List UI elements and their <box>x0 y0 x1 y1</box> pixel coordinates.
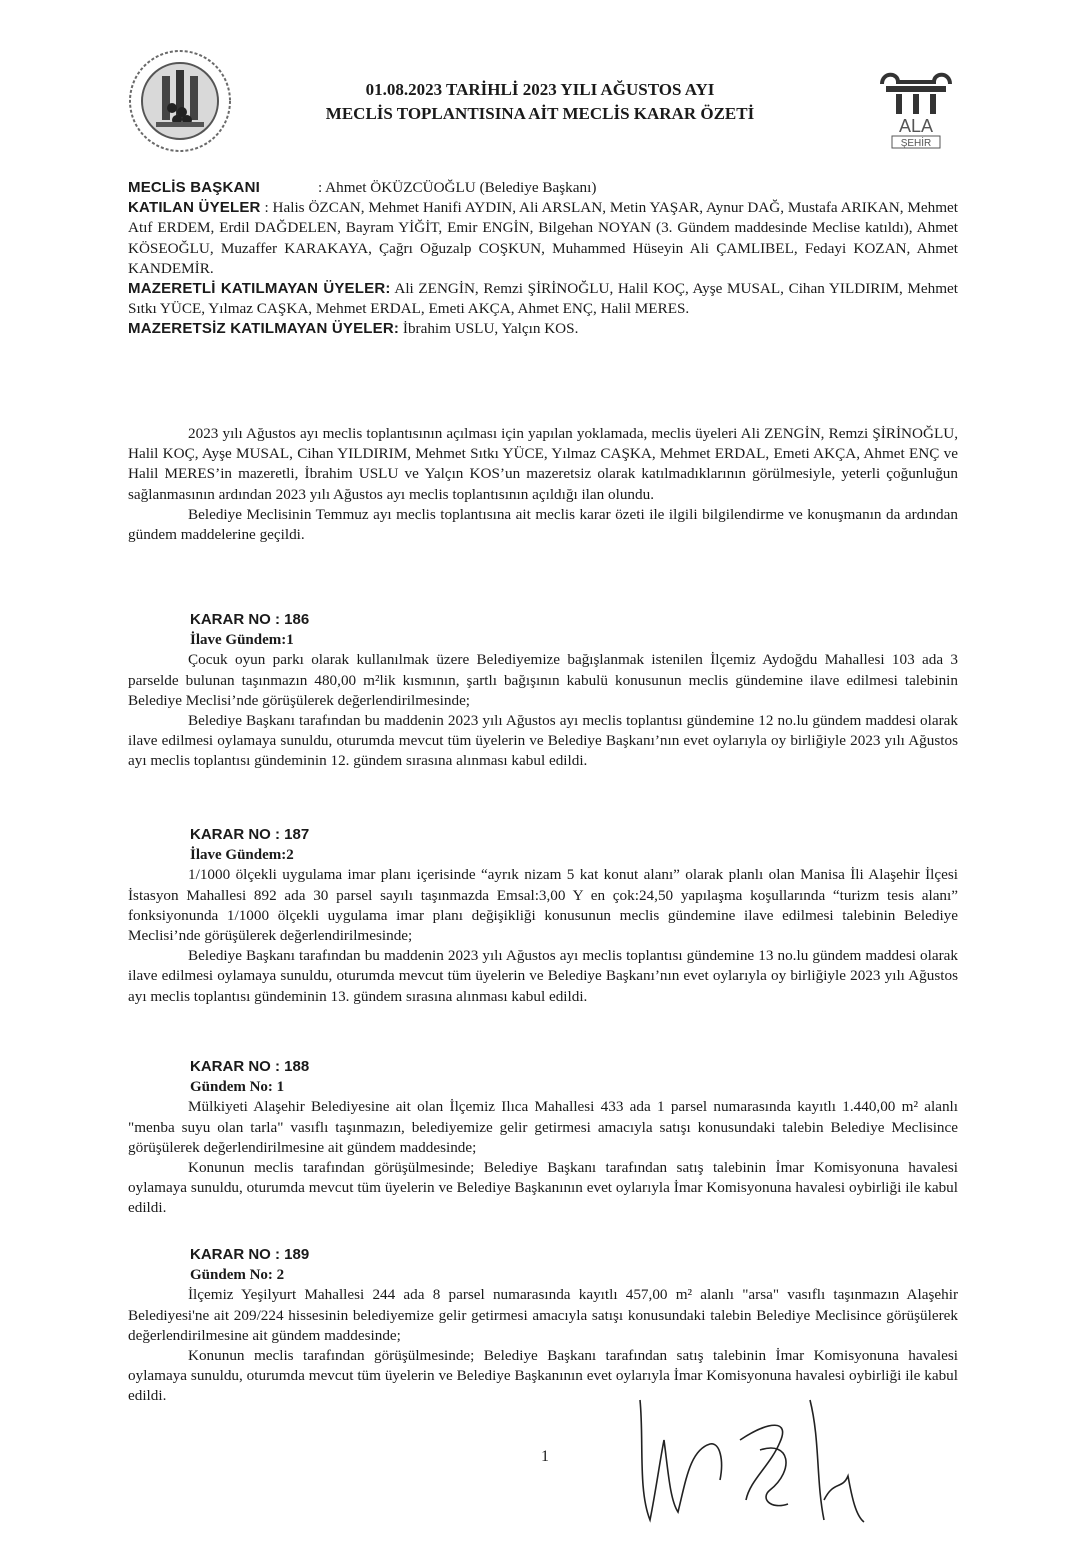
agenda-item: Gündem No: 2 <box>190 1267 285 1284</box>
handwritten-signature-icon <box>620 1380 880 1530</box>
decision-number: KARAR NO : 186 <box>190 611 310 628</box>
excused-line <box>128 279 958 319</box>
decision-block <box>128 825 958 1007</box>
decision-paragraph-2: Konunun meclis tarafından görüşülmesinde; Belediye Başkanı tarafından satış talebinin İmar Komisyonuna havalesi oylamaya sunuldu, oturumda mevcut tüm üyelerin ve Belediye Başkanının evet oylarıyla İmar Komisyonuna havalesi oybirliği ile kabul edildi. <box>128 1347 958 1405</box>
decision-number: KARAR NO : 189 <box>190 1246 310 1263</box>
decision-paragraph-2: Belediye Başkanı tarafından bu maddenin 2023 yılı Ağustos ayı meclis toplantısı gündemine 13 no.lu gündem maddesi olarak ilave edilmesi oylamaya sunuldu, oturumda mevcut tüm üyelerin ve Belediye Başkanı’nın evet oylarıyla oy birliğiyle 2023 yılı Ağustos ayı meclis toplantısı gündeminin 13. gündem sırasına alınması kabul edildi. <box>128 947 958 1005</box>
municipality-seal-icon <box>126 46 234 156</box>
agenda-item: İlave Gündem:1 <box>190 632 294 649</box>
intro-paragraph-2: Belediye Meclisinin Temmuz ayı meclis toplantısına ait meclis karar özeti ile ilgili bilgilendirme ve konuşmanın da ardından gündem maddelerine geçildi. <box>128 505 958 544</box>
decision-number: KARAR NO : 187 <box>190 826 310 843</box>
excused-label: MAZERETLİ KATILMAYAN ÜYELER: <box>128 280 391 298</box>
title-line-2: MECLİS TOPLANTISINA AİT MECLİS KARAR ÖZETİ <box>325 104 755 123</box>
alasehir-column-logo-icon <box>876 68 956 152</box>
president-value: : Ahmet ÖKÜZCÜOĞLU (Belediye Başkanı) <box>318 179 597 196</box>
intro-paragraph-1: 2023 yılı Ağustos ayı meclis toplantısının açılması için yapılan yoklamada, meclis üyeleri Ali ZENGİN, Remzi ŞİRİNOĞLU, Halil KOÇ, Ayşe MUSAL, Cihan YILDIRIM, Mehmet Sıtkı YÜCE, Yılmaz CAŞKA, Mehmet ERDAL, Emeti AKÇA, Ahmet ENÇ ve Halil MERES’in mazeretli, İbrahim USLU ve Yalçın KOS’un mazeretsiz olarak katılmadıklarının görülmesiyle, yeterli çoğunluğun sağlanmasının ardından 2023 yılı Ağustos ayı meclis toplantısının açıldığı ilan olundu. <box>128 425 958 503</box>
decision-paragraph-2: Belediye Başkanı tarafından bu maddenin 2023 yılı Ağustos ayı meclis toplantısı gündemine 12 no.lu gündem maddesi olarak ilave edilmesi oylamaya sunuldu, oturumda mevcut tüm üyelerin ve Belediye Başkanı’nın evet oylarıyla oy birliğiyle 2023 yılı Ağustos ayı meclis toplantısı gündeminin 12. gündem sırasına alınması kabul edildi. <box>128 712 958 770</box>
logo-text-ala: ALA <box>898 116 934 136</box>
unexcused-value: İbrahim USLU, Yalçın KOS. <box>402 320 579 338</box>
decision-paragraph-2: Konunun meclis tarafından görüşülmesinde; Belediye Başkanı tarafından satış talebinin İmar Komisyonuna havalesi oylamaya sunuldu, oturumda mevcut tüm üyelerin ve Belediye Başkanının evet oylarıyla İmar Komisyonuna havalesi oybirliği ile kabul edildi. <box>128 1159 958 1217</box>
unexcused-label: MAZERETSİZ KATILMAYAN ÜYELER: <box>128 320 400 338</box>
decision-block <box>128 610 958 772</box>
decision-paragraph-1: Çocuk oyun parkı olarak kullanılmak üzere Belediyemize bağışlanmak istenilen İlçemiz Aydoğdu Mahallesi 103 ada 3 parselde bulunan taşınmazın 480,00 m²lik kısmının, şartlı bağışının kabulü konusunun meclis gündemine ilave edilmesi talebinin Belediye Meclisi’nde görüşülerek değerlendirilmesinde; <box>128 651 958 709</box>
decision-block <box>128 1057 958 1219</box>
agenda-item: Gündem No: 1 <box>190 1079 285 1096</box>
attending-value: : Halis ÖZCAN, Mehmet Hanifi AYDIN, Ali ARSLAN, Metin YAŞAR, Aynur DAĞ, Mustafa ARIKAN, Mehmet Atıf ERDEM, Erdil DAĞDELEN, Bayram YİĞİT, Emir ENGİN, Bilgehan NOYAN (3. Gündem maddesinde Meclise katıldı), Ahmet KÖSEOĞLU, Muzaffer KARAKAYA, Çağrı Oğuzalp COŞKUN, Muhammed Hüseyin Ali ÇAMLIBEL, Fedayi KOZAN, Ahmet KANDEMİR. <box>128 199 958 277</box>
president-label: MECLİS BAŞKANI <box>128 179 260 196</box>
agenda-item: İlave Gündem:2 <box>190 847 294 864</box>
intro-section <box>128 424 958 545</box>
attending-label: KATILAN ÜYELER <box>128 199 261 217</box>
president-line <box>128 178 958 198</box>
members-section <box>128 178 958 340</box>
logo-text-sehir: ŞEHİR <box>900 138 932 149</box>
decision-paragraph-1: İlçemiz Yeşilyurt Mahallesi 244 ada 8 parsel numarasında kayıtlı 457,00 m² alanlı "arsa" vasıflı taşınmazın Alaşehir Belediyesi'ne ait 209/224 hissesinin belediyemize gelir getirmesi amacıyla satışı konusundaki talebin Belediye Meclisince görüşülerek değerlendirilmesine ait gündem maddesinde; <box>128 1286 958 1344</box>
decision-number: KARAR NO : 188 <box>190 1058 310 1075</box>
decision-paragraph-1: Mülkiyeti Alaşehir Belediyesine ait olan İlçemiz Ilıca Mahallesi 433 ada 1 parsel numarasında kayıtlı 1.440,00 m² alanlı "menba suyu olan tarla" vasıflı taşınmazın, belediyemize gelir getirmesi amacıyla satışı konusundaki talebin Belediye Meclisince görüşülerek değerlendirilmesine ait gündem maddesinde; <box>128 1098 958 1156</box>
decision-paragraph-1: 1/1000 ölçekli uygulama imar planı içerisinde “ayrık nizam 5 kat konut alanı” olarak planlı olan Manisa İli Alaşehir İlçesi İstasyon Mahallesi 892 ada 30 parsel sayılı taşınmazda Emsal:3,00 Y en çok:24,50 yapılaşma koşullarında “turizm tesis alanı” fonksiyonunda 1/1000 ölçekli uygulama imar planı değişikliği konusunun meclis gündemine ilave edilmesi talebinin Belediye Meclisi’nde görüşülerek değerlendirilmesinde; <box>128 866 958 945</box>
unexcused-line <box>128 319 958 339</box>
document-title <box>240 78 840 126</box>
attending-line <box>128 198 958 279</box>
excused-value: Ali ZENGİN, Remzi ŞİRİNOĞLU, Halil KOÇ, Ayşe MUSAL, Cihan YILDIRIM, Mehmet Sıtkı YÜCE, Yılmaz CAŞKA, Mehmet ERDAL, Emeti AKÇA, Ahmet ENÇ, Halil MERES. <box>128 280 958 318</box>
title-line-1: 01.08.2023 TARİHLİ 2023 YILI AĞUSTOS AYI <box>365 80 715 99</box>
page-number: 1 <box>541 1448 549 1465</box>
